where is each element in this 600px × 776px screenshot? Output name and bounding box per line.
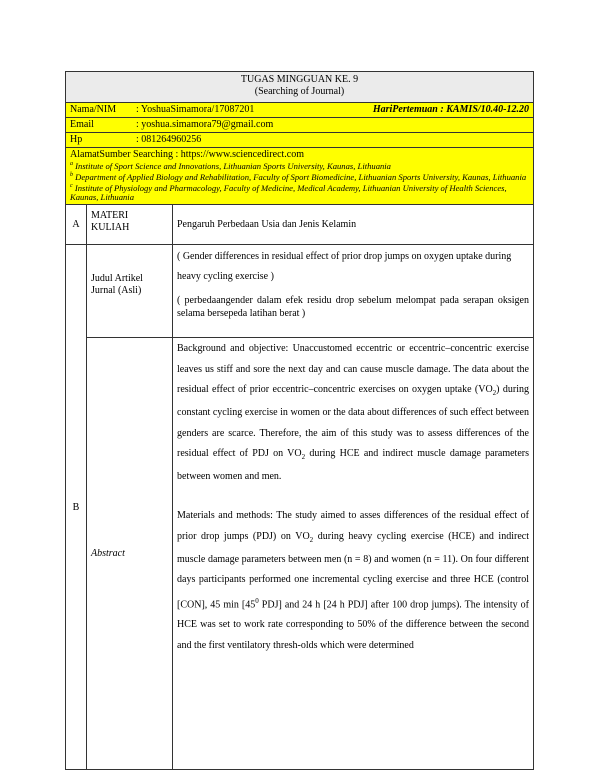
row-letter-a: A [66,205,87,245]
row-letter-b: B [66,245,87,770]
judul-cell [173,245,534,338]
form-table [65,71,534,770]
abstract-label-cell [87,338,173,770]
judul-label: Judul Artikel Jurnal (Asli) [87,245,173,338]
affiliation-c: $^c$ Institute of Physiology and Pharmacology, Faculty of Medicine, Medical Academy, Lithuanian University of Health Sciences, Kaunas, Lithuania [70,182,507,203]
materi-kuliah-value: Pengaruh Perbedaan Usia dan Jenis Kelamin [173,205,534,245]
abstract-cell [173,338,534,770]
affiliation-a: $^a$ Institute of Sport Science and Innovations, Lithuanian Sports University, Kaunas, Lithuania [70,160,391,171]
nama-label: Nama/NIM [70,104,117,115]
nama-value: : YoshuaSimamora/17087201 [136,104,255,115]
nama-row [66,103,534,118]
hp-row [66,133,534,148]
source-row [66,148,534,205]
abstract-label: Abstract [91,547,125,559]
page-subtitle: (Searching of Journal) [254,85,345,97]
affiliation-b: $^b$ Department of Applied Biology and Rehabilitation, Faculty of Sport Biomedicine, Lithuanian Sports University, Kaunas, Lithuania [70,171,527,182]
email-row [66,118,534,133]
hari-pertemuan: HariPertemuan : KAMIS/10.40-12.20 [372,104,529,115]
email-label: Email [70,119,94,130]
title-block [66,72,534,103]
page-title: TUGAS MINGGUAN KE. 9 [240,74,359,85]
journal-form [65,71,534,770]
materi-kuliah-label: MATERI KULIAH [87,205,173,245]
abstract-paragraph-2: Materials and methods: The study aimed to asses differences of the residual effect of prior drop jumps (PDJ) on $VO_2$ during heavy cycling exercise (HCE) and indirect muscle damage parameters between men (n = 8) and women (n = 11). On four different days participants performed one incremental cycling exercise and three HCE (control [CON], 45 $\min [45^0$ PDJ] and 24 h [24 h PDJ] after 100 drop jumps). The intensity of HCE was set to work rate corresponding to 50% of the difference between the second and the first ventilatory thresh-olds which were determined [177,510,529,651]
hp-value: : 081264960256 [136,134,202,145]
source-url: AlamatSumber Searching : https://www.sciencedirect.com [70,149,305,160]
email-value: : yoshua.simamora79@gmail.com [136,119,274,130]
judul-indonesian: ( perbedaangender dalam efek residu drop sebelum melompat pada serapan oksigen selama bersepeda latihan berat ) [177,295,529,320]
hp-label: Hp [70,134,83,145]
abstract-paragraph-1: Background and objective: Unaccustomed eccentric or eccentric–concentric exercise leaves us stiff and sore the next day and can cause muscle damage. The data about the residual effect of prior eccentric–concentric exercises on oxygen uptake $(VO_2)$ during constant cycling exercise in women or the data about differences of such effect between genders are scarce. Therefore, the aim of this study was to assess differences of the residual effect of PDJ on $VO_2$ during HCE and indirect muscle damage parameters between women and men. [177,343,529,483]
judul-english: ( Gender differences in residual effect of prior drop jumps on oxygen uptake during heavy cycling exercise ) [177,251,512,282]
